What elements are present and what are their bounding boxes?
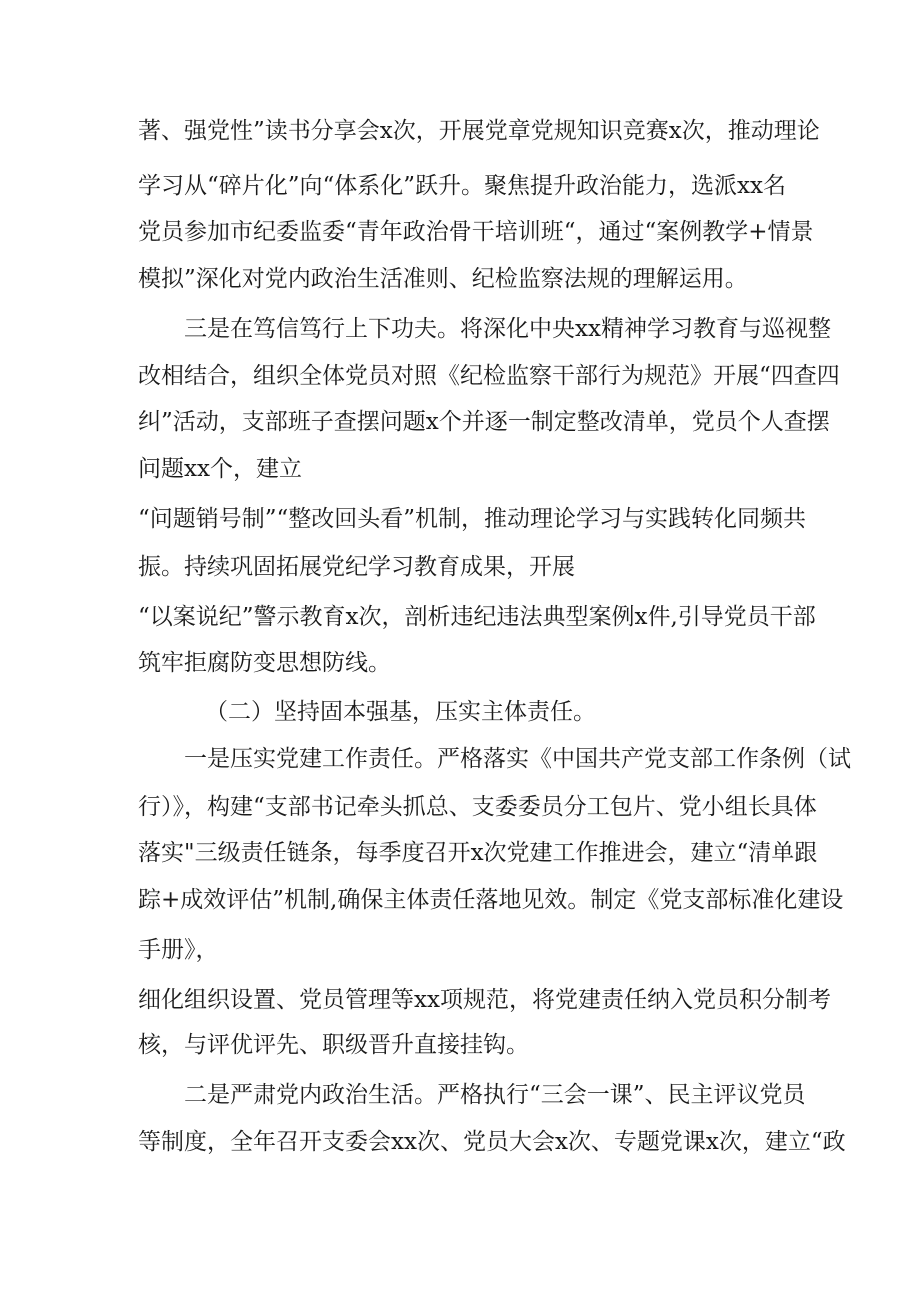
- text-line: 问题xx个，建立: [138, 456, 302, 482]
- paragraph-start: 二是严肃党内政治生活。严格执行“三会一课”、民主评议党员: [184, 1082, 806, 1108]
- text-line: 改相结合，组织全体党员对照《纪检监察干部行为规范》开展“四查四: [138, 363, 840, 389]
- text-line: 纠”活动，支部班子查摆问题x个并逐一制定整改清单，党员个人查摆: [138, 409, 830, 435]
- text-line: 模拟”深化对党内政治生活准则、纪检监察法规的理解运用。: [138, 266, 748, 292]
- text-line: 著、强党性”读书分享会x次，开展党章党规知识竞赛x次，推动理论: [138, 118, 820, 144]
- text-line: “问题销号制”“整改回头看”机制，推动理论学习与实践转化同频共: [138, 506, 807, 532]
- text-line: 筑牢拒腐防变思想防线。: [138, 650, 391, 676]
- text-line: 落实"三级责任链条，每季度召开x次党建工作推进会，建立“清单跟: [138, 840, 818, 866]
- paragraph-start: 三是在笃信笃行上下功夫。将深化中央xx精神学习教育与巡视整: [184, 316, 831, 342]
- text-line: 等制度，全年召开支委会xx次、党员大会x次、专题党课x次，建立“政: [138, 1129, 846, 1155]
- text-line: 学习从“碎片化”向“体系化”跃升。聚焦提升政治能力，选派xx名: [138, 173, 786, 199]
- text-line: 行）》，构建“支部书记牵头抓总、支委委员分工包片、党小组长具体: [138, 794, 817, 820]
- section-heading: （二）坚持固本强基，压实主体责任。: [205, 699, 596, 725]
- paragraph-start: 一是压实党建工作责任。严格落实《中国共产党支部工作条例（试: [184, 746, 851, 772]
- text-line: 党员参加市纪委监委“青年政治骨干培训班“，通过“案例教学+情景: [138, 219, 814, 245]
- text-line: 细化组织设置、党员管理等xx项规范，将党建责任纳入党员积分制考: [138, 987, 831, 1013]
- text-line: 振。持续巩固拓展党纪学习教育成果，开展: [138, 554, 575, 580]
- text-line: 核，与评优评先、职级晋升直接挂钩。: [138, 1032, 529, 1058]
- text-line: 踪+成效评估”机制,确保主体责任落地见效。制定《党支部标准化建设: [138, 887, 844, 913]
- text-line: 手册》，: [138, 937, 219, 963]
- text-line: “以案说纪”警示教育x次，剖析违纪违法典型案例x件,引导党员干部: [138, 604, 816, 630]
